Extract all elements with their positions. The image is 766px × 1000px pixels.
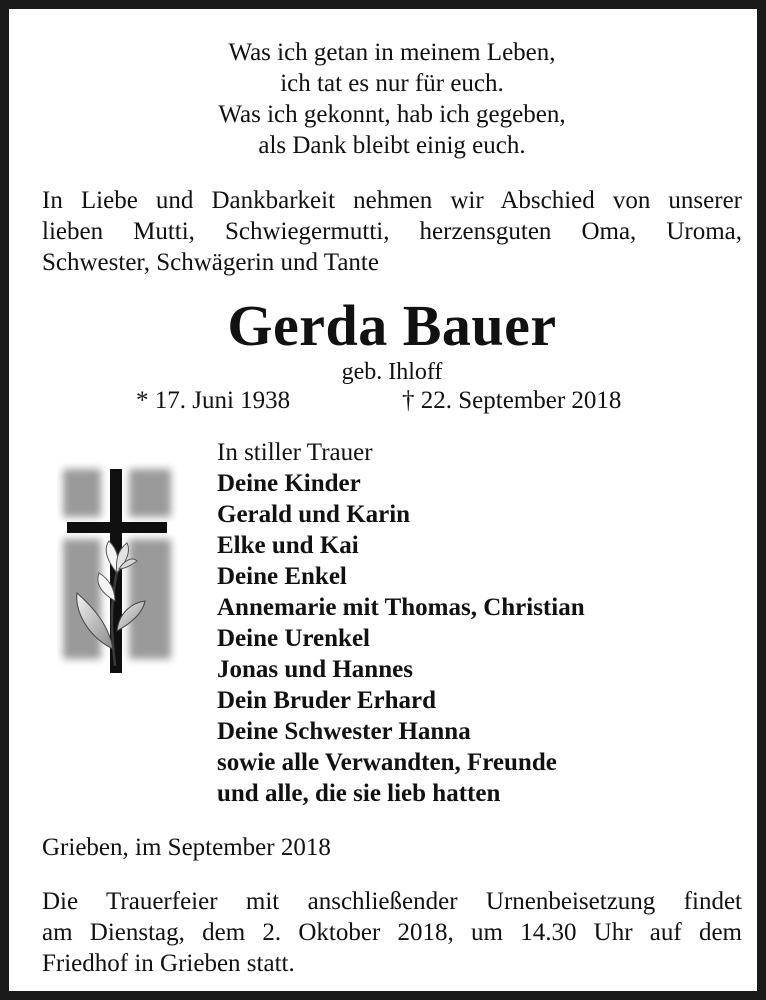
cross-with-lily-icon [57, 461, 179, 676]
mourner-line: sowie alle Verwandten, Freunde [217, 749, 557, 776]
death-date: † 22. September 2018 [402, 387, 622, 414]
poem-line: als Dank bleibt einig euch. [258, 132, 526, 159]
poem-line: Was ich getan in meinem Leben, [228, 39, 556, 66]
mourner-line: Deine Schwester Hanna [217, 718, 471, 745]
mourners-header: In stiller Trauer [217, 439, 373, 466]
maiden-name: geb. Ihloff [341, 359, 443, 385]
intro-line: lieben Mutti, Schwiegermutti, herzensguten Oma, Uroma, [42, 218, 742, 245]
poem-line: ich tat es nur für euch. [280, 70, 504, 97]
mourners-list [217, 437, 737, 809]
poem-line: Was ich gekonnt, hab ich gegeben, [218, 101, 566, 128]
mourner-line: Jonas und Hannes [217, 656, 413, 683]
mourner-line: Deine Urenkel [217, 625, 370, 652]
service-info [42, 886, 742, 979]
service-line: am Dienstag, dem 2. Oktober 2018, um 14.30 Uhr auf dem [42, 919, 742, 946]
place-date: Grieben, im September 2018 [42, 834, 331, 861]
mourner-line: und alle, die sie lieb hatten [217, 780, 501, 807]
intro-text [42, 185, 742, 278]
mourner-line: Gerald und Karin [217, 501, 411, 528]
birth-date: * 17. Juni 1938 [136, 387, 291, 414]
deceased-name: Gerda Bauer [227, 293, 557, 358]
mourner-line: Annemarie mit Thomas, Christian [217, 594, 585, 621]
mourner-line: Elke und Kai [217, 532, 359, 559]
intro-line: Schwester, Schwägerin und Tante [42, 249, 379, 276]
mourner-line: Deine Kinder [217, 470, 361, 497]
intro-line: In Liebe und Dankbarkeit nehmen wir Abschied von unserer [42, 187, 742, 214]
poem [9, 37, 766, 161]
service-line: Die Trauerfeier mit anschließender Urnenbeisetzung findet [42, 888, 742, 915]
mourner-line: Deine Enkel [217, 563, 347, 590]
mourner-line: Dein Bruder Erhard [217, 687, 436, 714]
service-line: Friedhof in Grieben statt. [42, 950, 295, 977]
